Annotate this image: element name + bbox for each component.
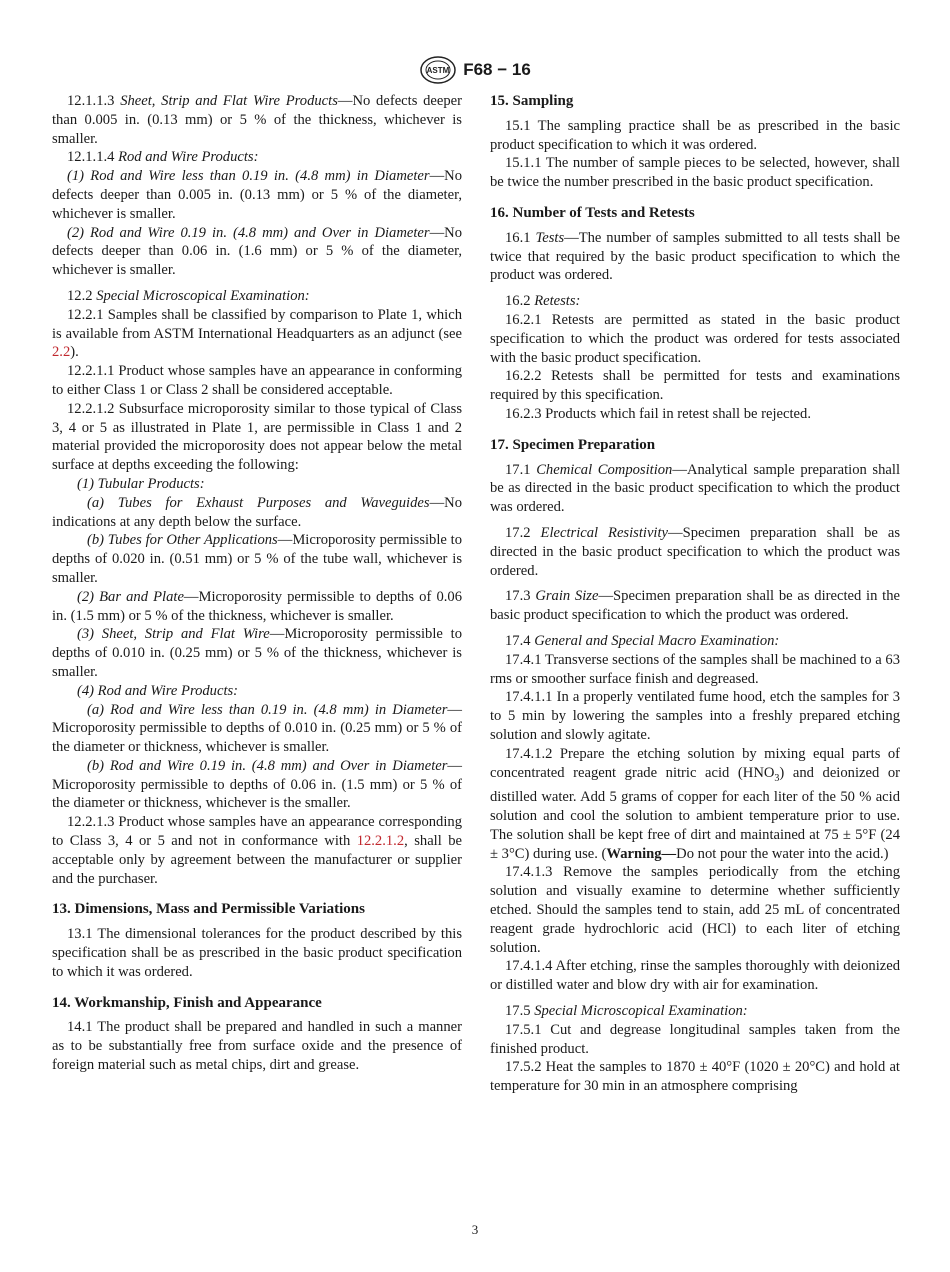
paragraph: 15.1.1 The number of sample pieces to be selected, however, shall be twice the number prescribed in the basic product specification.	[490, 155, 900, 191]
paragraph: (1) Rod and Wire less than 0.19 in. (4.8 mm) in Diameter—No defects deeper than 0.005 in. (0.13 mm) or 5 % of the diameter, whichever is smaller.	[52, 168, 462, 222]
left-column	[52, 92, 462, 1075]
section-heading: 13. Dimensions, Mass and Permissible Variations	[52, 901, 365, 918]
astm-logo-text: ASTM	[426, 66, 450, 75]
paragraph: 16.2.3 Products which fail in retest shall be rejected.	[505, 405, 811, 422]
paragraph: (a) Rod and Wire less than 0.19 in. (4.8 mm) in Diameter—Microporosity permissible to depths of 0.010 in. (0.25 mm) or 5 % of the diameter or thickness, whichever is smaller.	[52, 701, 462, 756]
astm-logo-icon	[419, 55, 457, 85]
paragraph: (a) Tubes for Exhaust Purposes and Waveguides—No indications at any depth below the surface.	[52, 494, 462, 530]
paragraph: 16.2 Retests:	[505, 293, 581, 310]
paragraph: 17.4.1 Transverse sections of the samples shall be machined to a 63 rms or smoother surface finish and degreased.	[490, 651, 900, 687]
section-heading: 17. Specimen Preparation	[490, 436, 656, 453]
paragraph: 14.1 The product shall be prepared and handled in such a manner as to be substantially free from surface oxide and the presence of foreign material such as metal chips, dirt and grease.	[52, 1019, 462, 1074]
paragraph: 17.5 Special Microscopical Examination:	[505, 1002, 748, 1019]
paragraph: 17.1 Chemical Composition—Analytical sample preparation shall be as directed in the basic product specification to which the product was ordered.	[490, 461, 900, 516]
section-heading: 16. Number of Tests and Retests	[490, 204, 695, 221]
paragraph: 17.5.2 Heat the samples to 1870 ± 40°F (1020 ± 20°C) and hold at temperature for 30 min in an atmosphere comprising	[490, 1059, 900, 1095]
paragraph: 12.2.1 Samples shall be classified by comparison to Plate 1, which is available from ASTM International Headquarters as an adjunct (see 2.2).	[52, 306, 462, 361]
paragraph: 12.2.1.3 Product whose samples have an appearance corresponding to Class 3, 4 or 5 and not in conformance with 12.2.1.2, shall be acceptable only by agreement between the manufacturer or supplier and the purchaser.	[52, 814, 462, 887]
paragraph: (b) Rod and Wire 0.19 in. (4.8 mm) and Over in Diameter—Microporosity permissible to depths of 0.06 in. (1.5 mm) or 5 % of the diameter or thickness, whichever is the smaller.	[52, 757, 462, 812]
section-heading: 15. Sampling	[490, 93, 574, 109]
document-designation: F68 − 16	[463, 60, 531, 79]
paragraph: 17.4.1.4 After etching, rinse the samples thoroughly with deionized or distilled water and blow dry with air for examination.	[490, 958, 900, 994]
paragraph: 17.5.1 Cut and degrease longitudinal samples taken from the finished product.	[490, 1021, 900, 1057]
paragraph: 12.1.1.3 Sheet, Strip and Flat Wire Products—No defects deeper than 0.005 in. (0.13 mm) or 5 % of the thickness, whichever is smaller.	[52, 93, 463, 147]
paragraph: 17.2 Electrical Resistivity—Specimen preparation shall be as directed in the basic product specification to which the product was ordered.	[490, 524, 901, 579]
paragraph: 12.2.1.2 Subsurface microporosity similar to those typical of Class 3, 4 or 5 as illustrated in Plate 1, are permissible in Class 1 and 2 material provided the microporosity does not appear below the metal surface at depths exceeding the following:	[52, 400, 462, 474]
section-link[interactable]: 2.2	[52, 344, 71, 361]
paragraph: 15.1 The sampling practice shall be as prescribed in the basic product specification to which it was ordered.	[490, 117, 900, 153]
paragraph: 17.4.1.1 In a properly ventilated fume hood, etch the samples for 3 to 5 min by lowering the samples into a freshly prepared etching solution and slowly agitate.	[490, 689, 900, 743]
paragraph: 17.4.1.3 Remove the samples periodically from the etching solution and visually examine to determine whether sufficiently etched. Should the samples tend to stain, add 25 mL of concentrated reagent grade hydrochloric acid (HCl) to each liter of etching solution.	[490, 864, 900, 956]
paragraph: (b) Tubes for Other Applications—Microporosity permissible to depths of 0.020 in. (0.51 mm) or 5 % of the tube wall, whichever is smaller.	[52, 532, 462, 586]
section-link[interactable]: 12.2.1.2	[356, 833, 405, 850]
paragraph: 17.3 Grain Size—Specimen preparation shall be as directed in the basic product specification to which the product was ordered.	[490, 588, 900, 624]
section-heading: 14. Workmanship, Finish and Appearance	[52, 994, 322, 1011]
paragraph: 13.1 The dimensional tolerances for the product described by this specification shall be as prescribed in the basic product specification to which it was ordered.	[52, 926, 462, 980]
paragraph: 12.2 Special Microscopical Examination:	[67, 287, 310, 304]
page-header	[0, 56, 950, 84]
paragraph: 12.2.1.1 Product whose samples have an appearance in conforming to either Class 1 or Class 2 shall be considered acceptable.	[52, 363, 462, 398]
paragraph: 17.4 General and Special Macro Examination:	[505, 632, 780, 649]
paragraph: 12.1.1.4 Rod and Wire Products:	[67, 149, 259, 166]
paragraph: 16.2.2 Retests shall be permitted for tests and examinations required by this specification.	[490, 368, 900, 404]
paragraph: (2) Bar and Plate—Microporosity permissible to depths of 0.06 in. (1.5 mm) or 5 % of the thickness, whichever is smaller.	[52, 588, 462, 624]
right-column	[490, 92, 900, 1096]
paragraph: 16.1 Tests—The number of samples submitted to all tests shall be twice that required by the basic product specification to which the product was ordered.	[490, 229, 901, 284]
paragraph: 17.4.1.2 Prepare the etching solution by mixing equal parts of concentrated reagent grade nitric acid $(HNO_3)$ and deionized or distilled water. Add 5 grams of copper for each liter of the 50 % acid solution and cool the solution to ambient temperature prior to use. The solution shall be kept free of dirt and maintained at 75 ± 5°F (24 ± 3°C) during use. (Warning—Do not pour the water into the acid.)	[490, 745, 901, 862]
paragraph: 16.2.1 Retests are permitted as stated in the basic product specification to which the product was ordered for tests associated with the basic product specification.	[490, 311, 900, 366]
page-number: 3	[471, 1222, 479, 1237]
paragraph: (1) Tubular Products:	[77, 475, 205, 492]
paragraph: (4) Rod and Wire Products:	[77, 682, 239, 699]
paragraph: (2) Rod and Wire 0.19 in. (4.8 mm) and Over in Diameter—No defects deeper than 0.06 in. (1.6 mm) or 5 % of the diameter, whichever is smaller.	[52, 224, 462, 279]
paragraph: (3) Sheet, Strip and Flat Wire—Microporosity permissible to depths of 0.010 in. (0.25 mm) or 5 % of the thickness, whichever is smaller.	[52, 626, 463, 680]
